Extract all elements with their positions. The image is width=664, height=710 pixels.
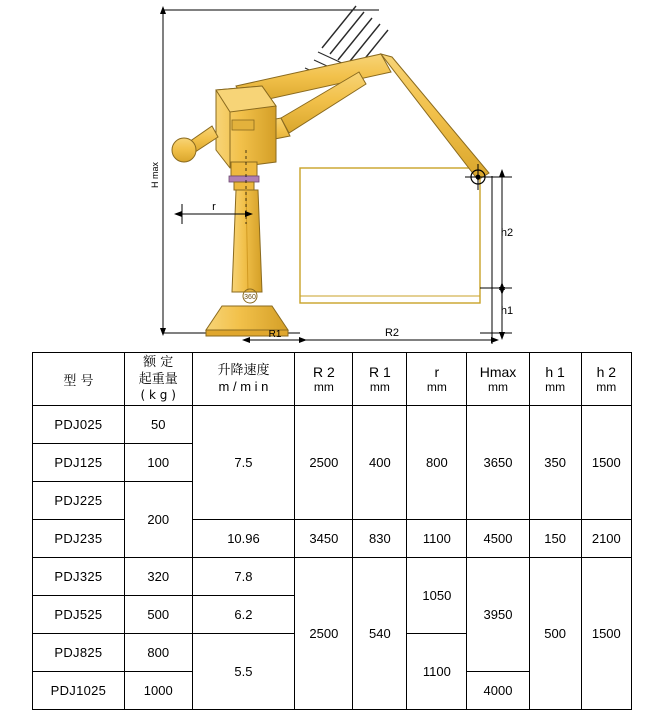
cell-h1-merged: 500 xyxy=(529,558,581,710)
cell-model: PDJ325 xyxy=(33,558,125,596)
specification-table xyxy=(32,352,632,710)
cell-speed-merged: 5.5 xyxy=(192,634,295,710)
cell-model: PDJ225 xyxy=(33,482,125,520)
col-h1-line2: mm xyxy=(545,380,566,394)
cell-r-merged: 1050 xyxy=(407,558,467,634)
col-r-line2: mm xyxy=(426,380,447,394)
cell-model: PDJ125 xyxy=(33,444,125,482)
cell-r-merged: 800 xyxy=(407,406,467,520)
cell-hmax: 4000 xyxy=(467,672,529,710)
cell-model: PDJ1025 xyxy=(33,672,125,710)
cell-rated-merged: 200 xyxy=(124,482,192,558)
dimension-hmax xyxy=(150,14,163,329)
dimension-r1-label: R1 xyxy=(268,329,282,340)
cell-speed: 7.8 xyxy=(192,558,295,596)
col-r2-line2: mm xyxy=(313,380,334,394)
col-hmax xyxy=(467,353,529,406)
col-r2 xyxy=(295,353,353,406)
cell-rated: 1000 xyxy=(124,672,192,710)
col-model xyxy=(33,353,125,406)
col-h2-line2: mm xyxy=(596,380,617,394)
cell-r2-merged: 2500 xyxy=(295,406,353,520)
col-rated-line1: 额 定 xyxy=(143,355,174,371)
cell-hmax: 4500 xyxy=(467,520,529,558)
dimension-h1-label: h1 xyxy=(500,305,514,317)
cell-model: PDJ525 xyxy=(33,596,125,634)
col-speed-line2: m / m i n xyxy=(218,379,269,394)
cell-h1-merged: 350 xyxy=(529,406,581,520)
dimension-h2 xyxy=(480,177,513,288)
slew-housing xyxy=(216,86,276,168)
dimension-h2-label: h2 xyxy=(500,227,514,239)
crane-drawing xyxy=(0,0,664,350)
col-model-line1: 型 号 xyxy=(63,373,94,389)
column xyxy=(232,190,262,303)
hoist-unit xyxy=(229,162,259,190)
col-h1 xyxy=(529,353,581,406)
rotation-angle-label: 360 xyxy=(244,294,256,301)
cell-h2: 2100 xyxy=(581,520,631,558)
col-r xyxy=(407,353,467,406)
cell-model: PDJ825 xyxy=(33,634,125,672)
cell-r2-merged: 2500 xyxy=(295,558,353,710)
dimension-hmax-label: H max xyxy=(150,161,160,189)
col-hmax-line1: Hmax xyxy=(479,364,517,380)
col-rated-line3: ( k g ) xyxy=(140,387,176,402)
col-r1 xyxy=(353,353,407,406)
cell-r1-merged: 540 xyxy=(353,558,407,710)
col-r2-line1: R 2 xyxy=(312,364,335,380)
col-r1-line2: mm xyxy=(369,380,390,394)
col-hmax-line2: mm xyxy=(487,380,508,394)
col-h2 xyxy=(581,353,631,406)
col-r1-line1: R 1 xyxy=(368,364,391,380)
dimension-r2 xyxy=(250,176,492,344)
col-h2-line1: h 2 xyxy=(596,364,617,380)
cell-rated: 100 xyxy=(124,444,192,482)
table-row xyxy=(33,520,632,558)
cell-speed: 10.96 xyxy=(192,520,295,558)
cell-h1: 150 xyxy=(529,520,581,558)
dimension-h1 xyxy=(480,290,513,333)
cell-r1: 830 xyxy=(353,520,407,558)
col-rated-load xyxy=(124,353,192,406)
col-rated-line2: 起重量 xyxy=(138,371,178,387)
table-body xyxy=(33,406,632,710)
col-speed xyxy=(192,353,295,406)
cell-speed: 6.2 xyxy=(192,596,295,634)
cell-rated: 50 xyxy=(124,406,192,444)
cell-hmax-merged: 3950 xyxy=(467,558,529,672)
jib-arm xyxy=(381,54,489,180)
cell-rated: 500 xyxy=(124,596,192,634)
dimension-r-label: r xyxy=(212,201,216,213)
dimension-frame xyxy=(163,10,379,333)
col-speed-line1: 升降速度 xyxy=(217,362,270,378)
cell-speed-merged: 7.5 xyxy=(192,406,295,520)
cell-r: 1100 xyxy=(407,520,467,558)
work-envelope xyxy=(300,168,480,303)
table-header xyxy=(33,353,632,406)
cell-r1-merged: 400 xyxy=(353,406,407,520)
col-h1-line1: h 1 xyxy=(545,364,565,380)
table-row xyxy=(33,558,632,596)
table-row xyxy=(33,406,632,444)
cell-rated: 800 xyxy=(124,634,192,672)
cell-hmax-merged: 3650 xyxy=(467,406,529,520)
cell-r-merged: 1100 xyxy=(407,634,467,710)
cell-h2-merged: 1500 xyxy=(581,406,631,520)
col-r-line1: r xyxy=(434,364,440,380)
cell-r2: 3450 xyxy=(295,520,353,558)
counterweight xyxy=(172,126,218,162)
cell-model: PDJ235 xyxy=(33,520,125,558)
dimension-r2-label: R2 xyxy=(384,327,400,339)
cell-rated: 320 xyxy=(124,558,192,596)
cell-model: PDJ025 xyxy=(33,406,125,444)
cell-h2-merged: 1500 xyxy=(581,558,631,710)
